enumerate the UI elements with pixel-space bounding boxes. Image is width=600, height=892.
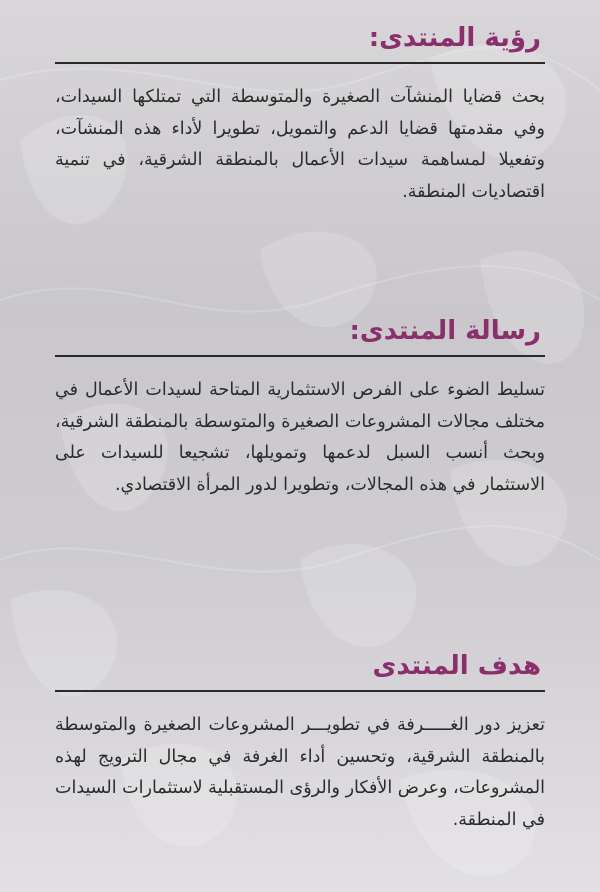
goal-body: تعزيز دور الغـــــرفة في تطويـــر المشروعات الصغيرة والمتوسطة بالمنطقة الشرقية، وتحسين أداء الغرفة في مجال الترويج لهذه المشروعات، وعرض الأفكار والرؤى المستقبلية لاستثمارات السيدات في المنطقة. (55, 715, 545, 830)
goal-title: هدف المنتدى (372, 651, 541, 681)
mission-section (55, 313, 545, 501)
goal-divider (55, 690, 545, 692)
goal-section (55, 648, 545, 836)
mission-body: تسليط الضوء على الفرص الاستثمارية المتاحة لسيدات الأعمال في مختلف مجالات المشروعات الصغيرة والمتوسطة بالمنطقة الشرقية، وبحث أنسب السبل لدعمها وتمويلها، تشجيعا للسيدات على الاستثمار في هذه المجالات، وتطويرا لدور المرأة الاقتصادي. (55, 380, 545, 495)
mission-title: رسالة المنتدى: (349, 316, 541, 346)
vision-title: رؤية المنتدى: (368, 23, 541, 53)
vision-body: بحث قضايا المنشآت الصغيرة والمتوسطة التي تمتلكها السيدات، وفي مقدمتها قضايا الدعم والتمويل، تطويرا لأداء هذه المنشآت، وتفعيلا لمساهمة سيدات الأعمال بالمنطقة الشرقية، في تنمية اقتصاديات المنطقة. (55, 87, 545, 202)
vision-section (55, 20, 545, 208)
vision-divider (55, 62, 545, 64)
mission-divider (55, 355, 545, 357)
